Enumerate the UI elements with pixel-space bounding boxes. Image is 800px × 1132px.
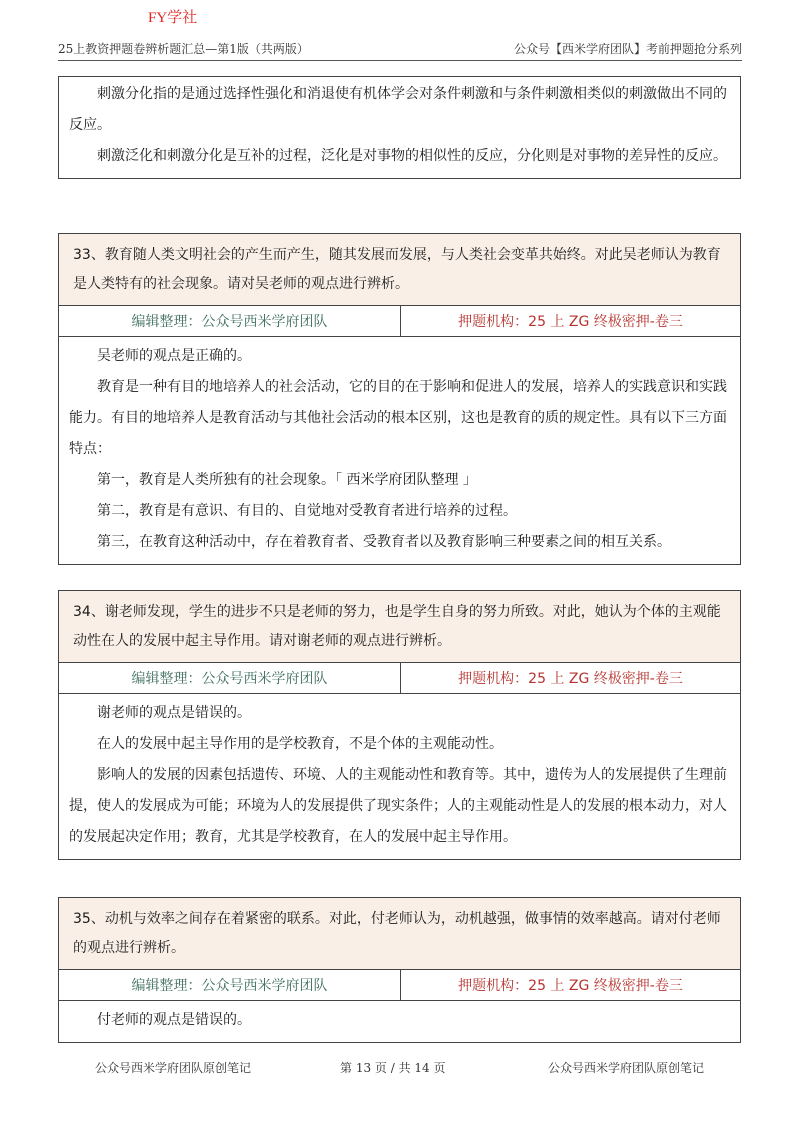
footer-right: 公众号西米学府团队原创笔记 xyxy=(548,1061,705,1075)
answer-paragraph: 第二，教育是有意识、有目的、自觉地对受教育者进行培养的过程。 xyxy=(97,503,517,519)
answer-body xyxy=(59,1000,740,1042)
editor-credit: 编辑整理：公众号西米学府团队 xyxy=(59,970,401,1000)
answer-body xyxy=(59,77,740,178)
editor-credit: 编辑整理：公众号西米学府团队 xyxy=(59,663,401,693)
answer-paragraph: 第一，教育是人类所独有的社会现象。「 西米学府团队整理 」 xyxy=(97,472,477,488)
editor-credit: 编辑整理：公众号西米学府团队 xyxy=(59,306,401,336)
source-credit: 押题机构：25 上 ZG 终极密押-卷三 xyxy=(458,671,683,687)
question-card-35 xyxy=(58,897,741,1043)
question-card-33 xyxy=(58,233,741,565)
answer-paragraph: 教育是一种有目的地培养人的社会活动，它的目的在于影响和促进人的发展，培养人的实践意识和实践能力。有目的地培养人是教育活动与其他社会活动的根本区别，这也是教育的质的规定性。具有以下三方面特点： xyxy=(69,379,727,457)
meta-row xyxy=(59,969,740,1000)
previous-answer-box xyxy=(58,76,741,179)
page-number: 第 13 页 / 共 14 页 xyxy=(340,1061,446,1075)
watermark: FY学社 xyxy=(148,10,198,26)
question-text: 34、谢老师发现，学生的进步不只是老师的努力，也是学生自身的努力所致。对此，她认为个体的主观能动性在人的发展中起主导作用。请对谢老师的观点进行辨析。 xyxy=(73,604,721,649)
source-credit: 押题机构：25 上 ZG 终极密押-卷三 xyxy=(458,314,683,330)
answer-paragraph: 在人的发展中起主导作用的是学校教育，不是个体的主观能动性。 xyxy=(97,736,503,752)
answer-body xyxy=(59,693,740,859)
meta-row xyxy=(59,662,740,693)
source-credit: 押题机构：25 上 ZG 终极密押-卷三 xyxy=(458,978,683,994)
question-card-34 xyxy=(58,590,741,860)
header-title: 25上教资押题卷辨析题汇总—第1版（共两版） xyxy=(58,42,309,56)
answer-paragraph: 谢老师的观点是错误的。 xyxy=(97,705,251,721)
answer-paragraph: 付老师的观点是错误的。 xyxy=(97,1012,251,1028)
answer-paragraph: 第三，在教育这种活动中，存在着教育者、受教育者以及教育影响三种要素之间的相互关系。 xyxy=(97,534,671,550)
answer-paragraph: 吴老师的观点是正确的。 xyxy=(97,348,251,364)
answer-paragraph: 刺激分化指的是通过选择性强化和消退使有机体学会对条件刺激和与条件刺激相类似的刺激做出不同的反应。 xyxy=(69,86,727,133)
page-header xyxy=(58,34,742,61)
answer-body xyxy=(59,336,740,564)
answer-paragraph: 影响人的发展的因素包括遗传、环境、人的主观能动性和教育等。其中，遗传为人的发展提供了生理前提，使人的发展成为可能；环境为人的发展提供了现实条件；人的主观能动性是人的发展的根本动力，对人的发展起决定作用；教育，尤其是学校教育，在人的发展中起主导作用。 xyxy=(69,767,727,845)
answer-paragraph: 刺激泛化和刺激分化是互补的过程，泛化是对事物的相似性的反应，分化则是对事物的差异性的反应。 xyxy=(97,148,727,164)
header-series: 公众号【西米学府团队】考前押题抢分系列 xyxy=(513,42,742,56)
question-text: 35、动机与效率之间存在着紧密的联系。对此，付老师认为，动机越强，做事情的效率越高。请对付老师的观点进行辨析。 xyxy=(73,911,721,956)
meta-row xyxy=(59,305,740,336)
footer-left: 公众号西米学府团队原创笔记 xyxy=(95,1061,252,1075)
question-text: 33、教育随人类文明社会的产生而产生，随其发展而发展，与人类社会变革共始终。对此吴老师认为教育是人类特有的社会现象。请对吴老师的观点进行辨析。 xyxy=(73,247,721,292)
